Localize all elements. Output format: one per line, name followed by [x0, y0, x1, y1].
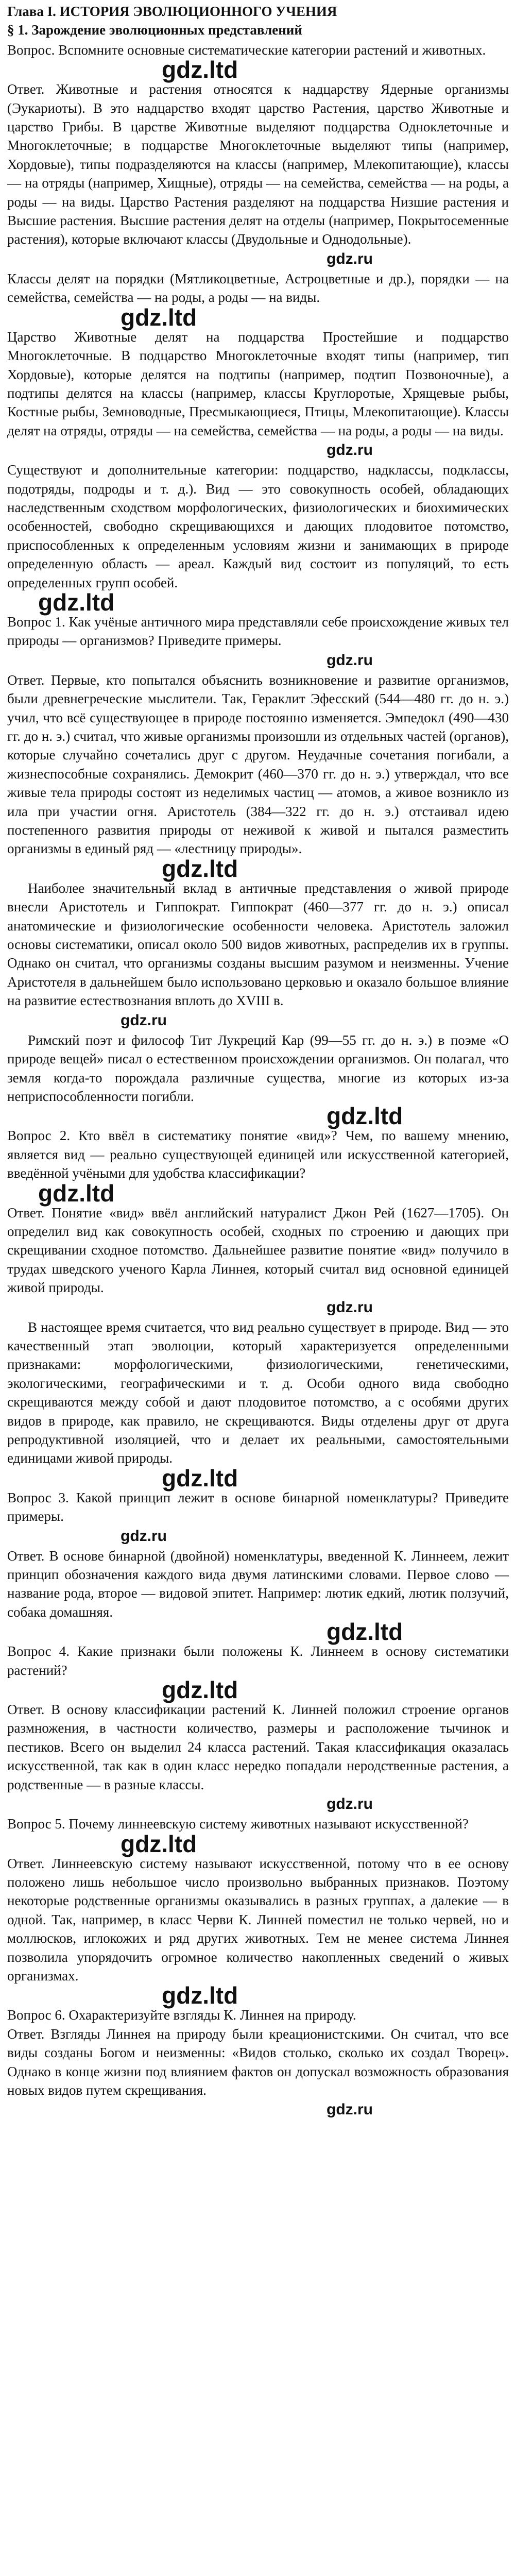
answer-paragraph: Наиболее значительный вклад в античные представления о живой природе внесли Аристотель и Гиппократ. Гиппократ (460—377 гг. до н. э.) описал анатомические и физиологические особенности человека. Аристотель заложил основы систематики, описал около 500 видов животных, распределив их в группы. Однако он считал, что организмы созданы высшим разумом и неизменны. Учение Аристотеля в дальнейшем было использовано церковью и оказало большое влияние на развитие естествознания вплоть до XVIII в. [7, 880, 509, 1009]
watermark-small: gdz.ru [327, 1795, 373, 1813]
question-paragraph: Вопрос. Вспомните основные систематические категории растений и животных. [7, 42, 486, 58]
watermark-small: gdz.ru [121, 1527, 167, 1545]
watermark: gdz.ltd [327, 1618, 403, 1646]
watermark: gdz.ltd [162, 1464, 238, 1492]
section-title: § 1. Зарождение эволюционных представлений [7, 22, 302, 38]
answer-paragraph: Царство Животные делят на подцарства Простейшие и подцарство Многоклеточные. В подцарство Многоклеточные входят типы (например, тип Хордовые), которые делятся на подтипы (например, подтип Позвоночные), а подтипы делятся на классы (например, классы Круглоротые, Хрящевые рыбы, Костные рыбы, Земноводные, Пресмыкающиеся, Птицы, Млекопитающие). Классы делят на отряды, отряды — на семейства, семейства — на роды, а роды — на виды. [7, 329, 509, 438]
watermark-small: gdz.ru [327, 442, 373, 459]
watermark-small: gdz.ru [327, 1298, 373, 1316]
watermark-small: gdz.ru [121, 1011, 167, 1029]
watermark: gdz.ltd [162, 56, 238, 83]
answer-paragraph: Ответ. Линнеевскую систему называют искусственной, потому что в ее основу положено лишь небольшое число произвольно выбранных признаков. Поэтому некоторые родственные организмы оказывались в разных группах, а далекие — в одной. Так, например, в класс Черви К. Линней поместил не только червей, но и моллюсков, иглокожих и ряд других животных. Тем не менее система Линнея позволила упорядочить огромное количество накопленных сведений о живых организмах. [7, 1855, 509, 1984]
answer-paragraph: Существуют и дополнительные категории: подцарство, надклассы, подклассы, подотряды, подроды и т. д.). Вид — это совокупность особей, обладающих наследственным сходством морфологических, физиологических и биохимических особенностей, свободно скрещивающихся и дающих плодовитое потомство, приспособленных к определенным условиям жизни и занимающих в природе определенную область — ареал. Каждый вид состоит из популяций, то есть определенных групп особей. [7, 462, 509, 590]
answer-paragraph: Ответ. Понятие «вид» ввёл английский натуралист Джон Рей (1627—1705). Он определил вид как совокупность особей, сходных по строению и дающих при скрещивании сходное потомство. Дальнейшее развитие понятие «вид» получило в трудах шведского ученого Карла Линнея, который считал вид основной единицей живой природы. [7, 1205, 509, 1296]
answer-paragraph: Ответ. Животные и растения относятся к надцарству Ядерные организмы (Эукариоты). В это надцарство входят царство Растения, царство Животные и царство Грибы. В царстве Животные выделяют подцарства Одноклеточные и Многоклеточные; в подцарстве Многоклеточные выделяют типы (например, Хордовые), типы подразделяются на классы (например, Млекопитающие), классы — на отряды (например, Хищные), отряды — на семейства, семейства — на роды, а роды — на виды. Царство Растения разделяют на подцарства Низшие растения и Высшие растения. Высшие растения делят на отделы (например, Покрытосеменные растения), которые включают классы (Двудольные и Однодольные). [7, 81, 509, 247]
answer-paragraph: Ответ. Первые, кто попытался объяснить возникновение и развитие организмов, были древнегреческие мыслители. Так, Гераклит Эфесский (544—480 гг. до н. э.) учил, что всё существующее в природе постоянно изменяется. Эмпедокл (490—430 гг. до н. э.) считал, что живые организмы произошли из отдельных частей (органов), которые случайно сочетались друг с другом. Неудачные сочетания погибали, а жизнеспособные сохранялись. Демокрит (460—370 гг. до н. э.) утверждал, что все живые тела природы состоят из неделимых частиц — атомов, а живое возникло из ила при участии огня. Аристотель (384—322 гг. до н. э.) отстаивал идею постепенного развития природы от неживой к живой и пытался разместить организмы в единый ряд — «лестницу природы». [7, 672, 509, 857]
question-paragraph: Вопрос 5. Почему линнеевскую систему животных называют искусственной? [7, 1816, 469, 1832]
watermark-small: gdz.ru [327, 250, 373, 267]
watermark-small: gdz.ru [327, 651, 373, 669]
watermark: gdz.ltd [38, 588, 115, 616]
answer-paragraph: Классы делят на порядки (Мятликоцветные, Астроцветные и др.), порядки — на семейства, семейства — на роды, а роды — на виды. [7, 270, 509, 306]
watermark: gdz.ltd [38, 1179, 115, 1207]
chapter-title: Глава I. ИСТОРИЯ ЭВОЛЮЦИОННОГО УЧЕНИЯ [7, 4, 337, 19]
watermark: gdz.ltd [162, 855, 238, 882]
question-paragraph: Вопрос 6. Охарактеризуйте взгляды К. Линнея на природу. [7, 2007, 356, 2023]
question-paragraph: Вопрос 4. Какие признаки были положены К. Линнеем в основу систематики растений? [7, 1643, 509, 1678]
question-paragraph: Вопрос 2. Кто ввёл в систематику понятие «вид»? Чем, по вашему мнению, является вид — реально существующей единицей или искусственной категорией, введённой учёными для удобства классификации? [7, 1128, 509, 1181]
question-paragraph: Вопрос 3. Какой принцип лежит в основе бинарной номенклатуры? Приведите примеры. [7, 1489, 509, 1524]
watermark: gdz.ltd [327, 1103, 403, 1130]
watermark: gdz.ltd [121, 303, 197, 331]
watermark: gdz.ltd [162, 1982, 238, 2009]
answer-paragraph: В настоящее время считается, что вид реально существует в природе. Вид — это качественный этап эволюции, который характеризуется определенными признаками: морфологическими, физиологическими, генетическими, экологическими, географическими и т. д. Особи одного вида свободно скрещиваются между собой и дают плодовитое потомство, а с особями других видов в природе, как правило, не скрещиваются. Виды отделены друг от друга репродуктивной изоляцией, что и делает их реальными, самостоятельными единицами живой природы. [7, 1319, 509, 1466]
watermark: gdz.ltd [162, 1676, 238, 1704]
answer-paragraph: Римский поэт и философ Тит Лукреций Кар (99—55 гг. до н. э.) в поэме «О природе вещей» писал о естественном происхождении организмов. Он полагал, что земля когда-то порождала различные существа, многие из которых из-за неприспособленности погибли. [7, 1032, 509, 1104]
answer-paragraph: Ответ. В основу классификации растений К. Линней положил строение органов размножения, в частности количество, размеры и расположение тычинок и пестиков. Всего он выделил 24 класса растений. Такая классификация оказалась искусственной, так как в один класс нередко попадали неродственные растения, а родственные — в разные классы. [7, 1702, 509, 1792]
answer-paragraph: Ответ. Взгляды Линнея на природу были креационистскими. Он считал, что все виды созданы Богом и неизменны: «Видов столько, сколько их создал Творец». Однако в конце жизни под влиянием фактов он допускал возможность образования новых видов путем скрещивания. [7, 2026, 509, 2098]
answer-paragraph: Ответ. В основе бинарной (двойной) номенклатуры, введенной К. Линнеем, лежит принцип обозначения каждого вида двумя латинскими словами. Первое слово — название рода, второе — видовой эпитет. Например: лютик едкий, лютик ползучий, собака домашняя. [7, 1548, 509, 1620]
watermark-small: gdz.ru [327, 2101, 373, 2119]
watermark: gdz.ltd [121, 1830, 197, 1857]
question-paragraph: Вопрос 1. Как учёные античного мира представляли себе происхождение живых тел природы — организмов? Приведите примеры. [7, 614, 509, 649]
